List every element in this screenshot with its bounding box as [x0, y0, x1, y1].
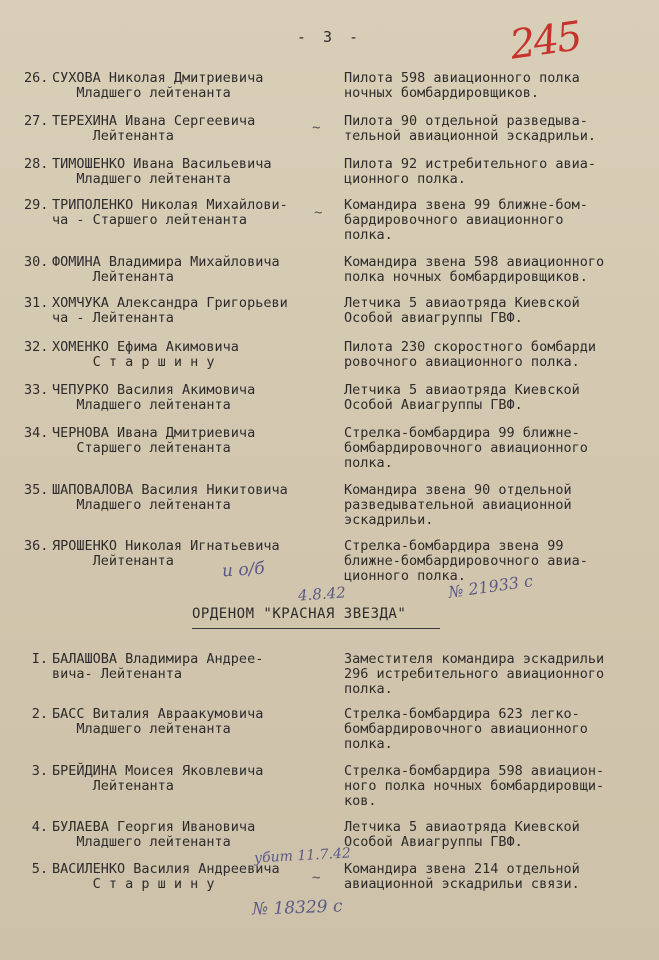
- entry-position: Командира звена 598 авиационного полка ночных бомбардировщиков.: [344, 254, 605, 285]
- entry-name: ХОМЕНКО Ефима Акимовича: [52, 339, 239, 355]
- entry-name: ХОМЧУКА Александра Григорьеви: [52, 295, 288, 311]
- page-number: - 3 -: [296, 28, 363, 46]
- margin-tick: ~: [314, 205, 323, 221]
- archive-number-stamp: 245: [507, 13, 584, 69]
- entry-number: 34.: [24, 425, 49, 441]
- entry-position: Стрелка-бомбардира звена 99 ближне-бомбардировочного авиа- ционного полка.: [344, 538, 588, 584]
- handwritten-note: и о/б: [221, 558, 266, 582]
- entry-name: ШАПОВАЛОВА Василия Никитовича: [52, 482, 288, 498]
- entry-number: 3.: [31, 763, 48, 779]
- entry-rank: Младшего лейтенанта: [52, 397, 231, 413]
- margin-tick: ~: [312, 870, 321, 886]
- entry-name: БАСС Виталия Авраакумовича: [52, 706, 264, 722]
- entry-position: Командира звена 214 отдельной авиационной эскадрильи связи.: [344, 861, 580, 892]
- entry-rank: Лейтенанта: [52, 128, 174, 144]
- entry-rank: Лейтенанта: [52, 269, 174, 285]
- entry-name: БУЛАЕВА Георгия Ивановича: [52, 819, 256, 835]
- entry-number: 32.: [24, 339, 49, 355]
- entry-number: 27.: [24, 113, 49, 129]
- entry-rank: Лейтенанта: [52, 778, 174, 794]
- entry-position: Заместителя командира эскадрильи 296 истребительного авиационного полка.: [344, 651, 605, 697]
- entry-name: ЧЕПУРКО Василия Акимовича: [52, 382, 256, 398]
- handwritten-date: 4.8.42: [297, 583, 347, 605]
- entry-name: ТИМОШЕНКО Ивана Васильевича: [52, 156, 272, 172]
- entry-number: 33.: [24, 382, 49, 398]
- heading-underline: [192, 628, 440, 629]
- handwritten-reference: № 21933 с: [447, 571, 535, 602]
- entry-position: Командира звена 99 ближне-бом- бардировочного авиационного полка.: [344, 197, 588, 243]
- entry-number: 2.: [31, 706, 48, 722]
- entry-number: 4.: [31, 819, 48, 835]
- entry-rank: Младшего лейтенанта: [52, 721, 231, 737]
- margin-tick: ~: [312, 120, 321, 136]
- entry-rank: ча - Старшего лейтенанта: [52, 212, 248, 228]
- entry-number: 35.: [24, 482, 49, 498]
- entry-rank: Младшего лейтенанта: [52, 171, 231, 187]
- entry-rank: Лейтенанта: [52, 553, 174, 569]
- entry-name: ТЕРЕХИНА Ивана Сергеевича: [52, 113, 256, 129]
- entry-name: ЯРОШЕНКО Николая Игнатьевича: [52, 538, 280, 554]
- entry-number: 36.: [24, 538, 49, 554]
- entry-name: ЧЕРНОВА Ивана Дмитриевича: [52, 425, 256, 441]
- entry-position: Командира звена 90 отдельной разведывательной авиационной эскадрильи.: [344, 482, 572, 528]
- entry-number: 30.: [24, 254, 49, 270]
- entry-number: 31.: [24, 295, 49, 311]
- entry-position: Пилота 230 скоростного бомбарди ровочного авиационного полка.: [344, 339, 596, 370]
- entry-rank: Старшего лейтенанта: [52, 440, 231, 456]
- entry-position: Летчика 5 авиаотряда Киевской Особой авиагруппы ГВФ.: [344, 295, 580, 326]
- entry-rank: С т а р ш и н у: [52, 354, 215, 370]
- entry-number: 28.: [24, 156, 49, 172]
- entry-rank: вича- Лейтенанта: [52, 666, 183, 682]
- entry-name: СУХОВА Николая Дмитриевича: [52, 70, 264, 86]
- entry-rank: Младшего лейтенанта: [52, 497, 231, 513]
- entry-position: Стрелка-бомбардира 598 авиацион- ного полка ночных бомбардировщи- ков.: [344, 763, 605, 809]
- entry-name: ТРИПОЛЕНКО Николая Михайлови-: [52, 197, 288, 213]
- entry-name: БРЕЙДИНА Моисея Яковлевича: [52, 763, 264, 779]
- entry-number: 5.: [31, 861, 48, 877]
- entry-position: Стрелка-бомбардира 99 ближне- бомбардировочного авиационного полка.: [344, 425, 588, 471]
- entry-position: Пилота 90 отдельной разведыва- тельной авиационной эскадрильи.: [344, 113, 596, 144]
- section-heading: ОРДЕНОМ "КРАСНАЯ ЗВЕЗДА": [192, 606, 407, 622]
- entry-position: Пилота 598 авиационного полка ночных бомбардировщиков.: [344, 70, 580, 101]
- entry-position: Пилота 92 истребительного авиа- ционного полка.: [344, 156, 596, 187]
- handwritten-reference: № 18329 с: [251, 896, 343, 920]
- handwritten-note: убит 11.7.42: [253, 845, 352, 867]
- entry-number: 29.: [24, 197, 49, 213]
- entry-position: Летчика 5 авиаотряда Киевской Особой Авиагруппы ГВФ.: [344, 819, 580, 850]
- entry-position: Стрелка-бомбардира 623 легко- бомбардировочного авиационного полка.: [344, 706, 588, 752]
- entry-number: I.: [31, 651, 48, 667]
- entry-rank: Младшего лейтенанта: [52, 85, 231, 101]
- entry-rank: Младшего лейтенанта: [52, 834, 231, 850]
- entry-rank: ча - Лейтенанта: [52, 310, 174, 326]
- entry-name: ФОМИНА Владимира Михайловича: [52, 254, 280, 270]
- entry-name: ВАСИЛЕНКО Василия Андреевича: [52, 861, 280, 877]
- entry-number: 26.: [24, 70, 49, 86]
- entry-position: Летчика 5 авиаотряда Киевской Особой Авиагруппы ГВФ.: [344, 382, 580, 413]
- entry-rank: С т а р ш и н у: [52, 876, 215, 892]
- entry-name: БАЛАШОВА Владимира Андрее-: [52, 651, 264, 667]
